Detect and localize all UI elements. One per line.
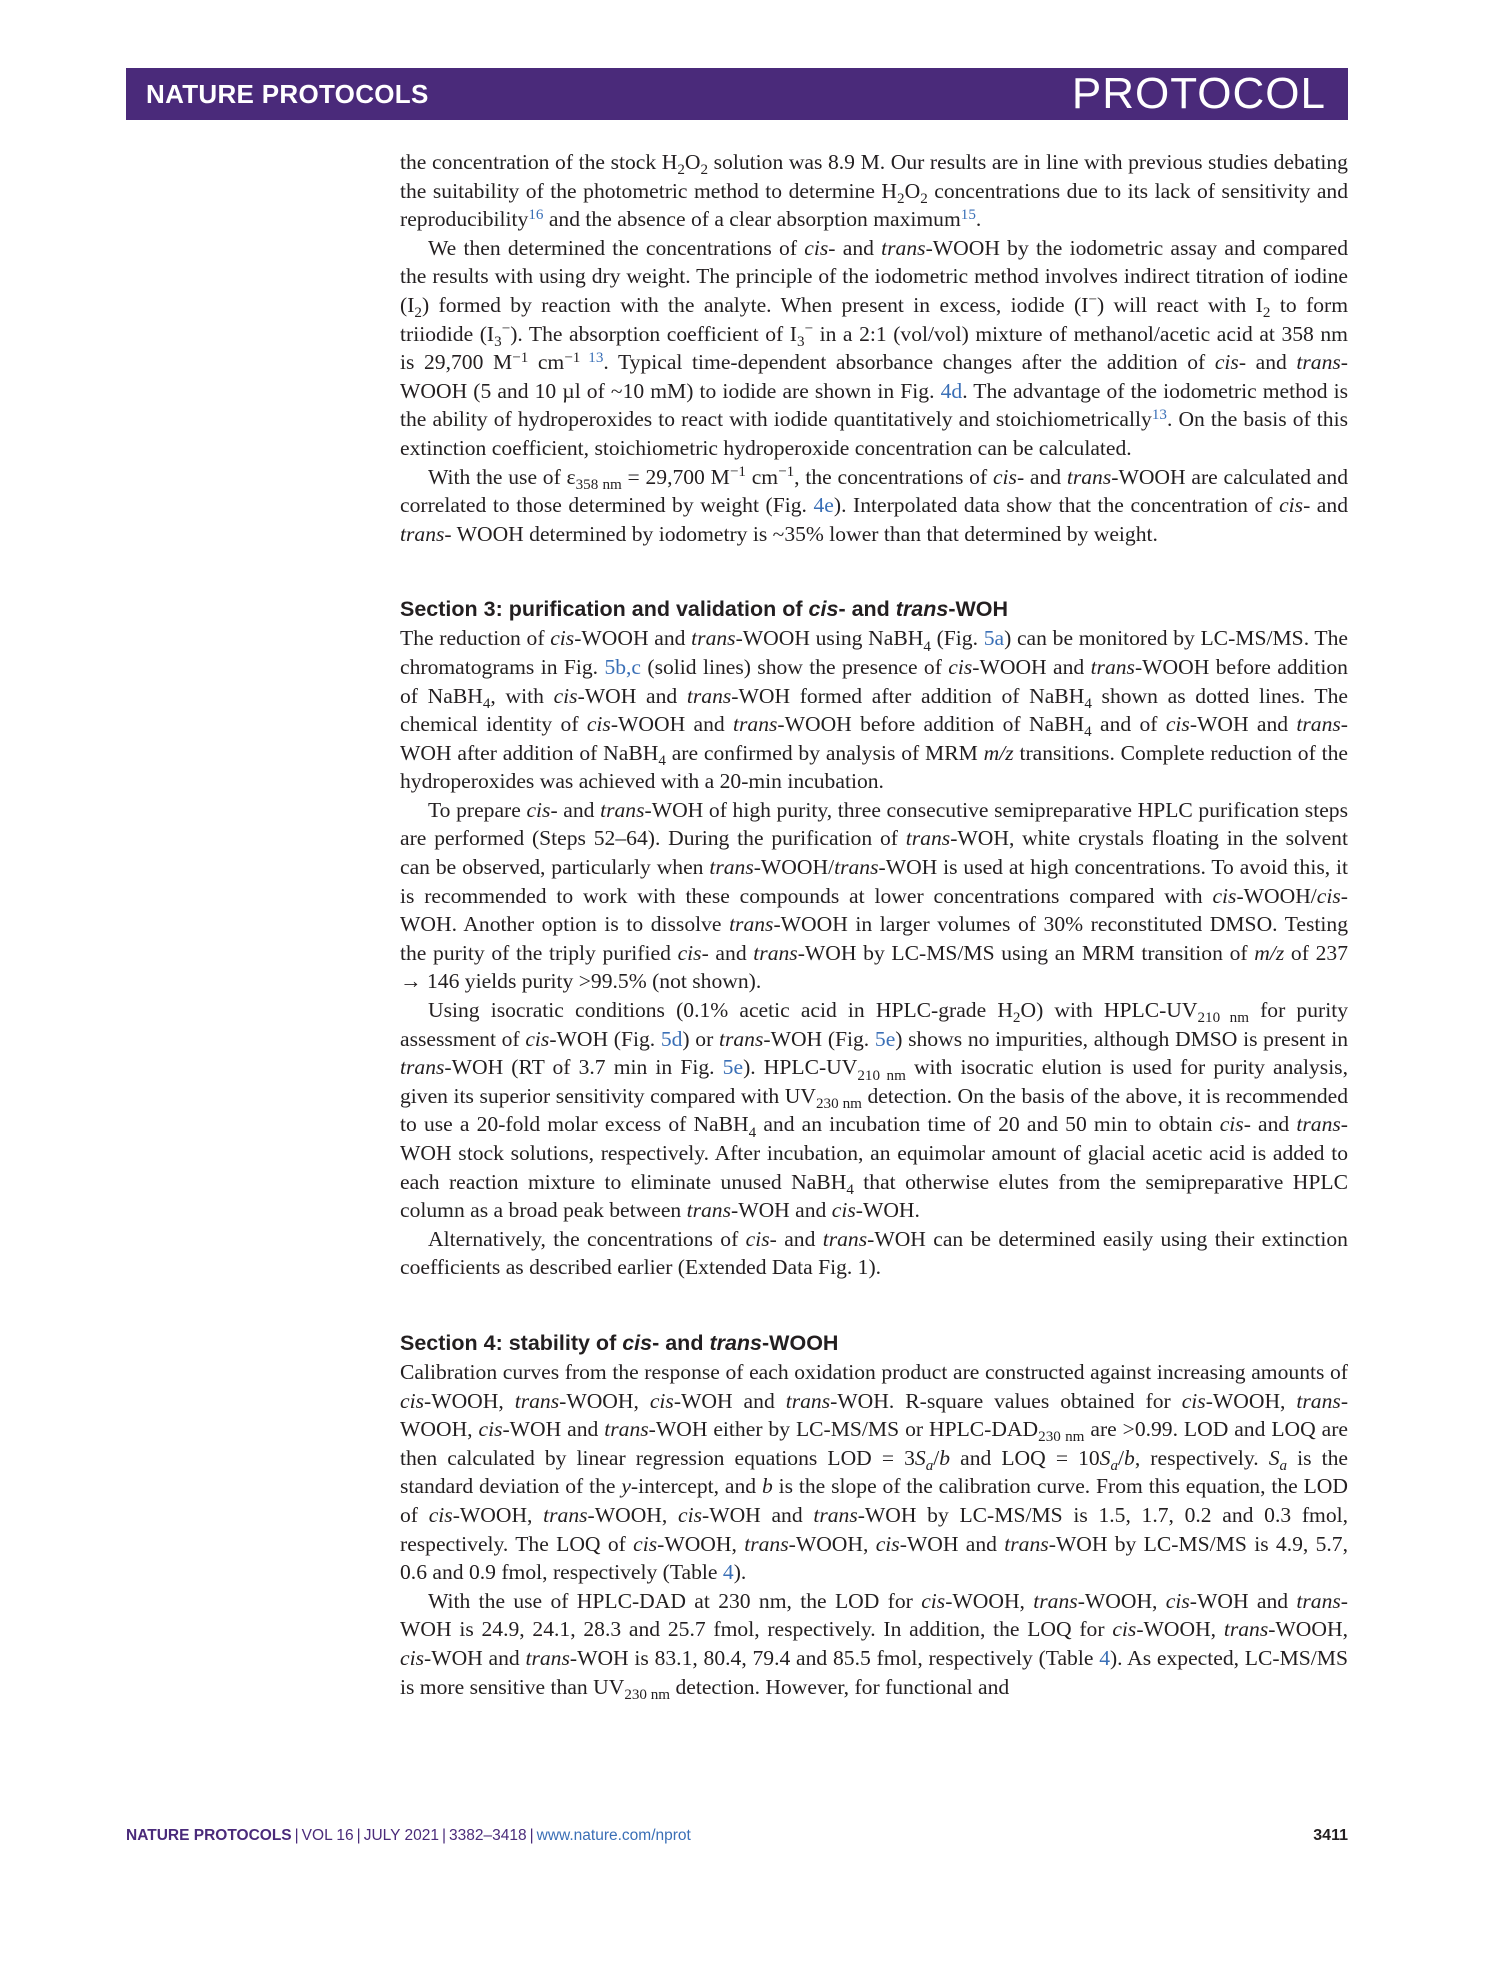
body-paragraph: the concentration of the stock $H_2O_2$ solution was 8.9 M. Our results are in line with previous studies debating the suitability of the photometric method to determine $H_2O_2$ concentrations due to its lack of sensitivity and reproducibility$^{16}$ and the absence of a clear absorption maximum$^{15}$. <box>400 150 1348 232</box>
reference-link[interactable]: 13 <box>588 349 604 366</box>
reference-link[interactable]: 5a <box>983 626 1005 651</box>
reference-link[interactable]: 5d <box>660 1026 683 1051</box>
body-paragraph: With the use of $\varepsilon_{358 nm} = 29,700$ $M^{-1}$ $cm^{-1}$, the concentrations of cis- and trans-WOOH are calculated and correlated to those determined by weight (Fig. 4e). Interpolated data show that the concentration of cis- and trans- WOOH determined by iodometry is ~35% lower than that determined by weight. <box>400 463 1348 546</box>
reference-link[interactable]: 5e <box>874 1026 896 1051</box>
section-heading: Section 3: purification and validation of cis- and trans-WOH <box>400 597 1009 622</box>
reference-link[interactable]: 4d <box>940 378 963 403</box>
reference-link[interactable]: 4 <box>1099 1645 1110 1670</box>
footer-date: JULY 2021 <box>363 1827 439 1844</box>
reference-link[interactable]: 15 <box>960 206 976 223</box>
page-header <box>126 68 1348 120</box>
reference-link[interactable]: 4e <box>813 493 834 518</box>
reference-link[interactable]: 13 <box>1151 406 1167 423</box>
body-paragraph: To prepare cis- and trans-WOH of high purity, three consecutive semipreparative HPLC purification steps are performed (Steps 52–64). During the purification of trans-WOH, white crystals floating in the solvent can be observed, particularly when trans-WOOH/trans-WOH is used at high concentrations. To avoid this, it is recommended to work with these compounds at lower concentrations compared with cis-WOOH/cis-WOH. Another option is to dissolve trans-WOOH in larger volumes of 30% reconstituted DMSO. Testing the purity of the triply purified cis- and trans-WOH by LC-MS/MS using an MRM transition of m/z of 237 → 146 yields purity >99.5% (not shown). <box>400 797 1348 994</box>
page-footer <box>126 1827 1348 1845</box>
page-number: 3411 <box>1313 1827 1348 1844</box>
journal-name: NATURE PROTOCOLS <box>146 78 429 109</box>
footer-volume: VOL 16 <box>301 1827 354 1844</box>
body-paragraph: The reduction of cis-WOOH and trans-WOOH using NaBH$_4$ (Fig. 5a) can be monitored by LC-MS/MS. The chromatograms in Fig. 5b,c (solid lines) show the presence of cis-WOOH and trans-WOOH before addition of NaBH$_4$, with cis-WOH and trans-WOH formed after addition of NaBH$_4$ shown as dotted lines. The chemical identity of cis-WOOH and trans-WOOH before addition of NaBH$_4$ and of cis-WOH and trans-WOH after addition of NaBH$_4$ are confirmed by analysis of MRM m/z transitions. Complete reduction of the hydroperoxides was achieved with a 20-min incubation. <box>400 626 1348 794</box>
reference-link[interactable]: 16 <box>528 206 544 223</box>
body-paragraph: Calibration curves from the response of each oxidation product are constructed against increasing amounts of cis-WOOH, trans-WOOH, cis-WOH and trans-WOH. R-square values obtained for cis-WOOH, trans-WOOH, cis-WOH and trans-WOH either by LC-MS/MS or HPLC-$DAD_{230 nm}$ are >0.99. LOD and LOQ are then calculated by linear regression equations LOD = $3S_a/b$ and LOQ = $10S_a/b$, respectively. $S_a$ is the standard deviation of the y-intercept, and b is the slope of the calibration curve. From this equation, the LOD of cis-WOOH, trans-WOOH, cis-WOH and trans-WOH by LC-MS/MS is 1.5, 1.7, 0.2 and 0.3 fmol, respectively. The LOQ of cis-WOOH, trans-WOOH, cis-WOH and trans-WOH by LC-MS/MS is 4.9, 5.7, 0.6 and 0.9 fmol, respectively (Table 4). <box>400 1359 1349 1585</box>
footer-url-link[interactable]: www.nature.com/nprot <box>536 1827 691 1844</box>
body-paragraph: Alternatively, the concentrations of cis- and trans-WOH can be determined easily using their extinction coefficients as described earlier (Extended Data Fig. 1). <box>400 1226 1348 1280</box>
article-body <box>400 148 1348 1701</box>
reference-link[interactable]: 5b,c <box>604 654 642 679</box>
reference-link[interactable]: 5e <box>722 1055 744 1080</box>
reference-link[interactable]: 4 <box>722 1560 734 1585</box>
footer-pages: 3382–3418 <box>449 1827 527 1844</box>
body-paragraph: We then determined the concentrations of cis- and trans-WOOH by the iodometric assay and compared the results with using dry weight. The principle of the iodometric method involves indirect titration of iodine $(I_2)$ formed by reaction with the analyte. When present in excess, iodide (I−) will react with $I_2$ to form triiodide $(I_3^-)$. The absorption coefficient of $I_3^-$ in a 2:1 (vol/vol) mixture of methanol/acetic acid at 358 nm is 29,700 $M^{-1}$ $cm^{-1 13}$. Typical time-dependent absorbance changes after the addition of cis- and trans-WOOH (5 and 10 µl of ~10 mM) to iodide are shown in Fig. 4d. The advantage of the iodometric method is the ability of hydroperoxides to react with iodide quantitatively and stoichiometrically$^{13}$. On the basis of this extinction coefficient, stoichiometric hydroperoxide concentration can be calculated. <box>400 235 1349 460</box>
footer-journal: NATURE PROTOCOLS <box>126 1827 292 1844</box>
article-type: PROTOCOL <box>1071 69 1326 118</box>
body-paragraph: With the use of HPLC-DAD at 230 nm, the LOD for cis-WOOH, trans-WOOH, cis-WOH and trans-WOH is 24.9, 24.1, 28.3 and 25.7 fmol, respectively. In addition, the LOQ for cis-WOOH, trans-WOOH, cis-WOH and trans-WOH is 83.1, 80.4, 79.4 and 85.5 fmol, respectively (Table 4). As expected, LC-MS/MS is more sensitive than $UV_{230 nm}$ detection. However, for functional and <box>400 1588 1349 1703</box>
footer-citation: NATURE PROTOCOLS | VOL 16 | JULY 2021 | 3382–3418 | www.nature.com/nprot <box>126 1827 691 1844</box>
body-paragraph: Using isocratic conditions (0.1% acetic acid in HPLC-grade $H_2O$) with HPLC-$UV_{210 nm}$ for purity assessment of cis-WOH (Fig. 5d) or trans-WOH (Fig. 5e) shows no impurities, although DMSO is present in trans-WOH (RT of 3.7 min in Fig. 5e). HPLC-$UV_{210 nm}$ with isocratic elution is used for purity analysis, given its superior sensitivity compared with $UV_{230 nm}$ detection. On the basis of the above, it is recommended to use a 20-fold molar excess of NaBH$_4$ and an incubation time of 20 and 50 min to obtain cis- and trans-WOH stock solutions, respectively. After incubation, an equimolar amount of glacial acetic acid is added to each reaction mixture to eliminate unused NaBH$_4$ that otherwise elutes from the semipreparative HPLC column as a broad peak between trans-WOH and cis-WOH. <box>400 998 1349 1223</box>
section-heading: Section 4: stability of cis- and trans-WOOH <box>400 1330 839 1355</box>
